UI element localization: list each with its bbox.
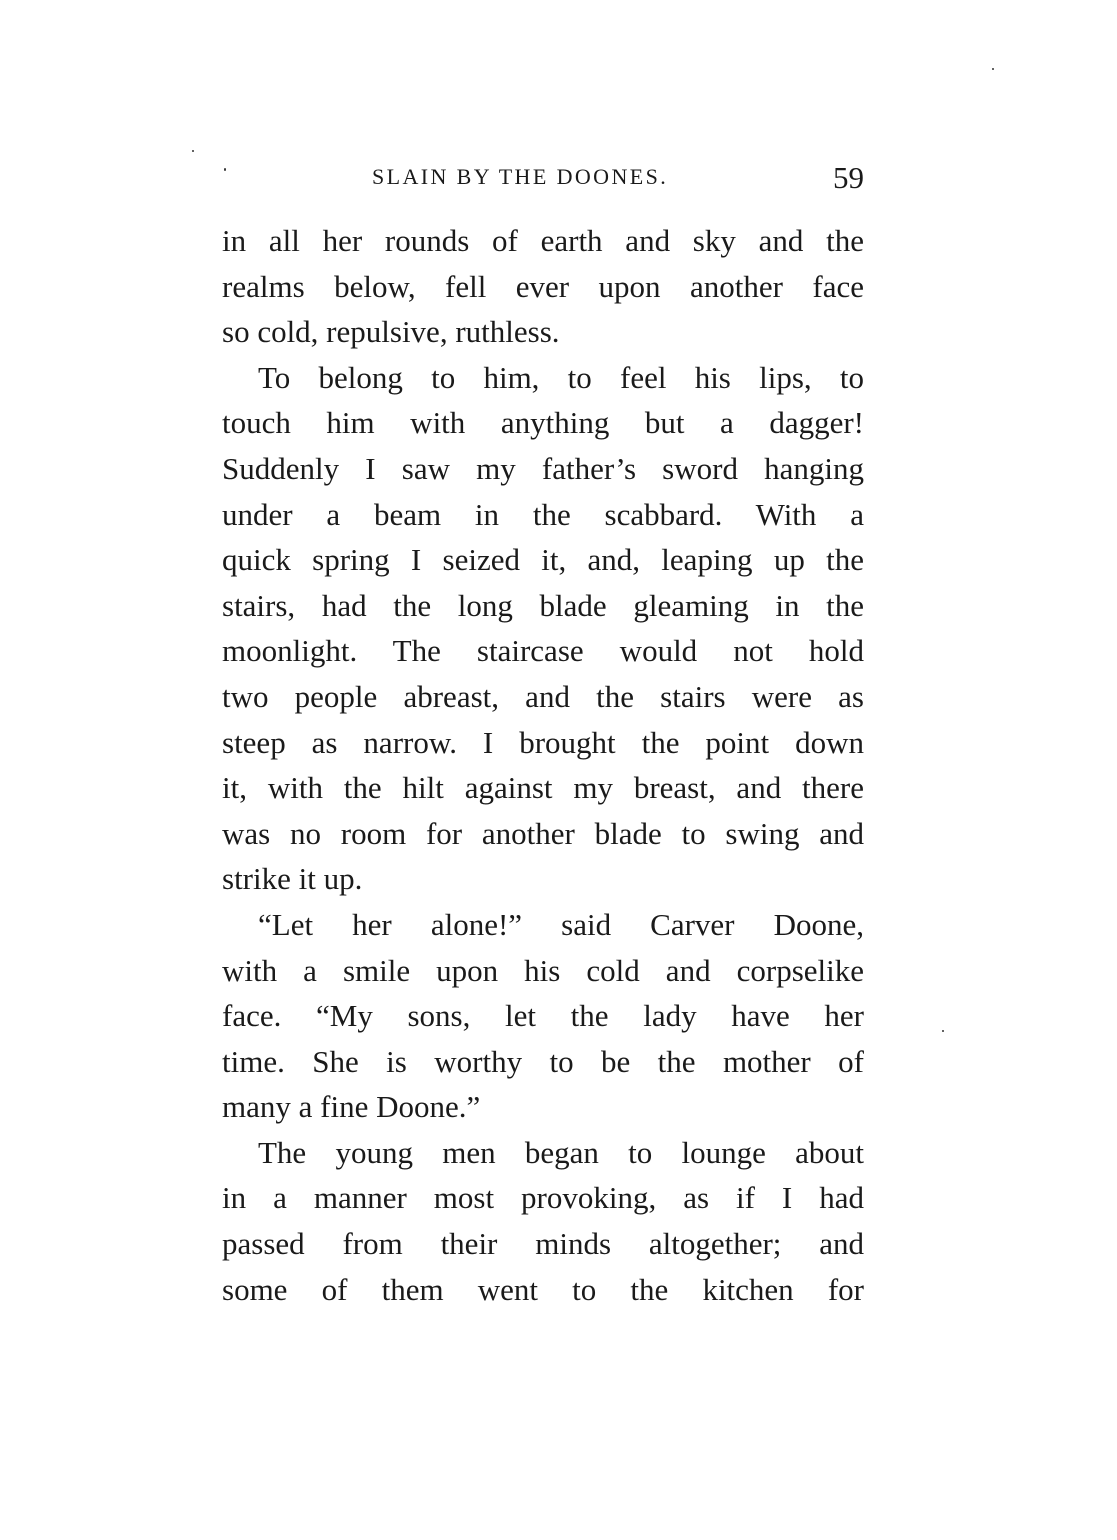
text-line: To belong to him, to feel his lips, to: [258, 359, 864, 395]
text-line: two people abreast, and the stairs were as: [222, 678, 864, 714]
text-line: was no room for another blade to swing and: [222, 815, 864, 851]
text-line: passed from their minds altogether; and: [222, 1226, 864, 1262]
body-text: [222, 218, 864, 1312]
text-line: stairs, had the long blade gleaming in the: [222, 587, 864, 623]
text-line: realms below, fell ever upon another face: [222, 268, 864, 304]
text-line: under a beam in the scabbard. With a: [222, 496, 864, 532]
text-line: it, with the hilt against my breast, and there: [222, 770, 864, 806]
scan-speck: [992, 68, 994, 70]
text-line: many a fine Doone.”: [222, 1089, 481, 1125]
text-line: quick spring I seized it, and, leaping up the: [222, 542, 864, 578]
text-line: time. She is worthy to be the mother of: [222, 1043, 864, 1079]
scan-speck: [942, 1030, 944, 1032]
text-line: steep as narrow. I brought the point down: [222, 724, 864, 760]
text-line: some of them went to the kitchen for: [222, 1271, 864, 1307]
text-line: with a smile upon his cold and corpselike: [222, 952, 864, 988]
text-line: so cold, repulsive, ruthless.: [222, 314, 560, 350]
scan-speck: [224, 168, 226, 171]
text-line: in a manner most provoking, as if I had: [222, 1180, 864, 1216]
text-line: The young men began to lounge about: [258, 1134, 864, 1170]
text-line: “Let her alone!” said Carver Doone,: [258, 906, 864, 942]
text-line: moonlight. The staircase would not hold: [222, 633, 864, 669]
page-number: 59: [833, 160, 864, 195]
text-line: strike it up.: [222, 861, 363, 897]
running-head: [222, 160, 864, 196]
running-title: SLAIN BY THE DOONES.: [372, 164, 669, 189]
text-line: in all her rounds of earth and sky and the: [222, 223, 864, 258]
text-line: touch him with anything but a dagger!: [222, 405, 864, 441]
text-line: Suddenly I saw my father’s sword hanging: [222, 450, 864, 486]
text-line: face. “My sons, let the lady have her: [222, 998, 864, 1034]
scan-speck: [192, 150, 194, 152]
